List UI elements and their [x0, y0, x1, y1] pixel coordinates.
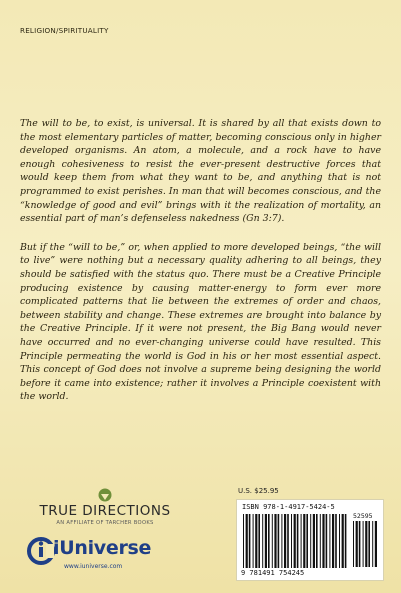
blurb-paragraph-2: But if the “will to be,” or, when applied to more developed beings, “the will to live” were nothing but a necessary quality adhering to all beings, they should be satisfied with the status quo. There must be a Creative Principle producing existence by causing matter-energy to form ever more complicated patterns that lie between the extremes of order and chaos, between stability and change. These extremes are brought into balance by the Creative Principle. If it were not present, the Big Bang would never have occurred and no ever-changing universe could have resulted. This Principle permeating the world is God in his or her most essential aspect. This concept of God does not involve a supreme being designing the world before it came into existence; rather it involves a Principle coexistent with the world.	[20, 241, 381, 403]
barcode-bar	[320, 514, 321, 568]
barcode-bar	[345, 514, 347, 568]
publisher-block	[20, 488, 190, 526]
barcode-bar	[335, 514, 337, 568]
barcode-bar	[332, 514, 334, 568]
barcode-bar	[278, 514, 280, 568]
back-cover-blurb	[20, 117, 381, 419]
blurb-paragraph-1: The will to be, to exist, is universal. It is shared by all that exists down to the most elementary particles of matter, becoming conscious only in higher developed organisms. An atom, a molecule, and a rock have to have enough cohesiveness to resist the ever-present destructive forces that would keep them from what they want to be, and anything that is not programmed to exist perishes. In man that will becomes conscious, and the “knowledge of good and evil” brings with it the realization of mortality, an essential part of man’s defenseless nakedness (Gn 3:7).	[20, 118, 381, 225]
barcode-bar	[274, 514, 276, 568]
isbn-barcode	[236, 499, 384, 581]
category-label: RELIGION/SPIRITUALITY	[20, 26, 109, 35]
brand-url: www.iuniverse.com	[64, 563, 123, 570]
price-label: U.S. $25.95	[238, 487, 279, 495]
barcode-bar	[342, 514, 344, 568]
barcode-addon-number: 52595	[353, 512, 373, 520]
barcode-bar	[249, 514, 251, 568]
barcode-bar	[284, 514, 286, 568]
barcode-bar	[363, 521, 364, 567]
barcode-bars	[243, 514, 347, 568]
barcode-bar	[255, 514, 257, 568]
barcode-bar	[243, 514, 244, 568]
imprint-name: TRUE DIRECTIONS	[39, 503, 171, 519]
barcode-bar	[253, 514, 254, 568]
barcode-bar	[246, 514, 248, 568]
barcode-bar	[368, 521, 370, 567]
barcode-bar	[310, 514, 311, 568]
barcode-bar	[294, 514, 296, 568]
barcode-bar	[339, 514, 340, 568]
barcode-bar	[262, 514, 263, 568]
barcode-bar	[372, 521, 373, 567]
barcode-ean-number: 9 781491 754245	[241, 569, 305, 577]
barcode-bar	[265, 514, 267, 568]
barcode-bar	[268, 514, 270, 568]
brand-name: iUniverse	[53, 537, 152, 559]
barcode-bar	[303, 514, 305, 568]
barcode-bar	[375, 521, 377, 567]
true-directions-logo-icon	[98, 488, 112, 502]
imprint-subtitle: AN AFFILIATE OF TARCHER BOOKS	[56, 520, 154, 526]
barcode-bar	[258, 514, 260, 568]
barcode-bar	[301, 514, 302, 568]
barcode-bar	[326, 514, 328, 568]
iuniverse-logo	[26, 536, 186, 576]
barcode-bar	[272, 514, 273, 568]
iuniverse-swirl-icon	[26, 536, 56, 566]
isbn-text: ISBN 978-1-4917-5424-5	[242, 503, 335, 511]
barcode-bar	[322, 514, 324, 568]
barcode-bar	[281, 514, 282, 568]
barcode-bar	[297, 514, 299, 568]
barcode-bar	[306, 514, 308, 568]
barcode-bar	[313, 514, 315, 568]
barcode-bar	[356, 521, 358, 567]
barcode-addon-bars	[353, 521, 379, 567]
barcode-bar	[359, 521, 361, 567]
barcode-bar	[353, 521, 354, 567]
barcode-bar	[291, 514, 292, 568]
barcode-bar	[316, 514, 318, 568]
barcode-bar	[365, 521, 367, 567]
barcode-bar	[329, 514, 330, 568]
barcode-bar	[287, 514, 289, 568]
